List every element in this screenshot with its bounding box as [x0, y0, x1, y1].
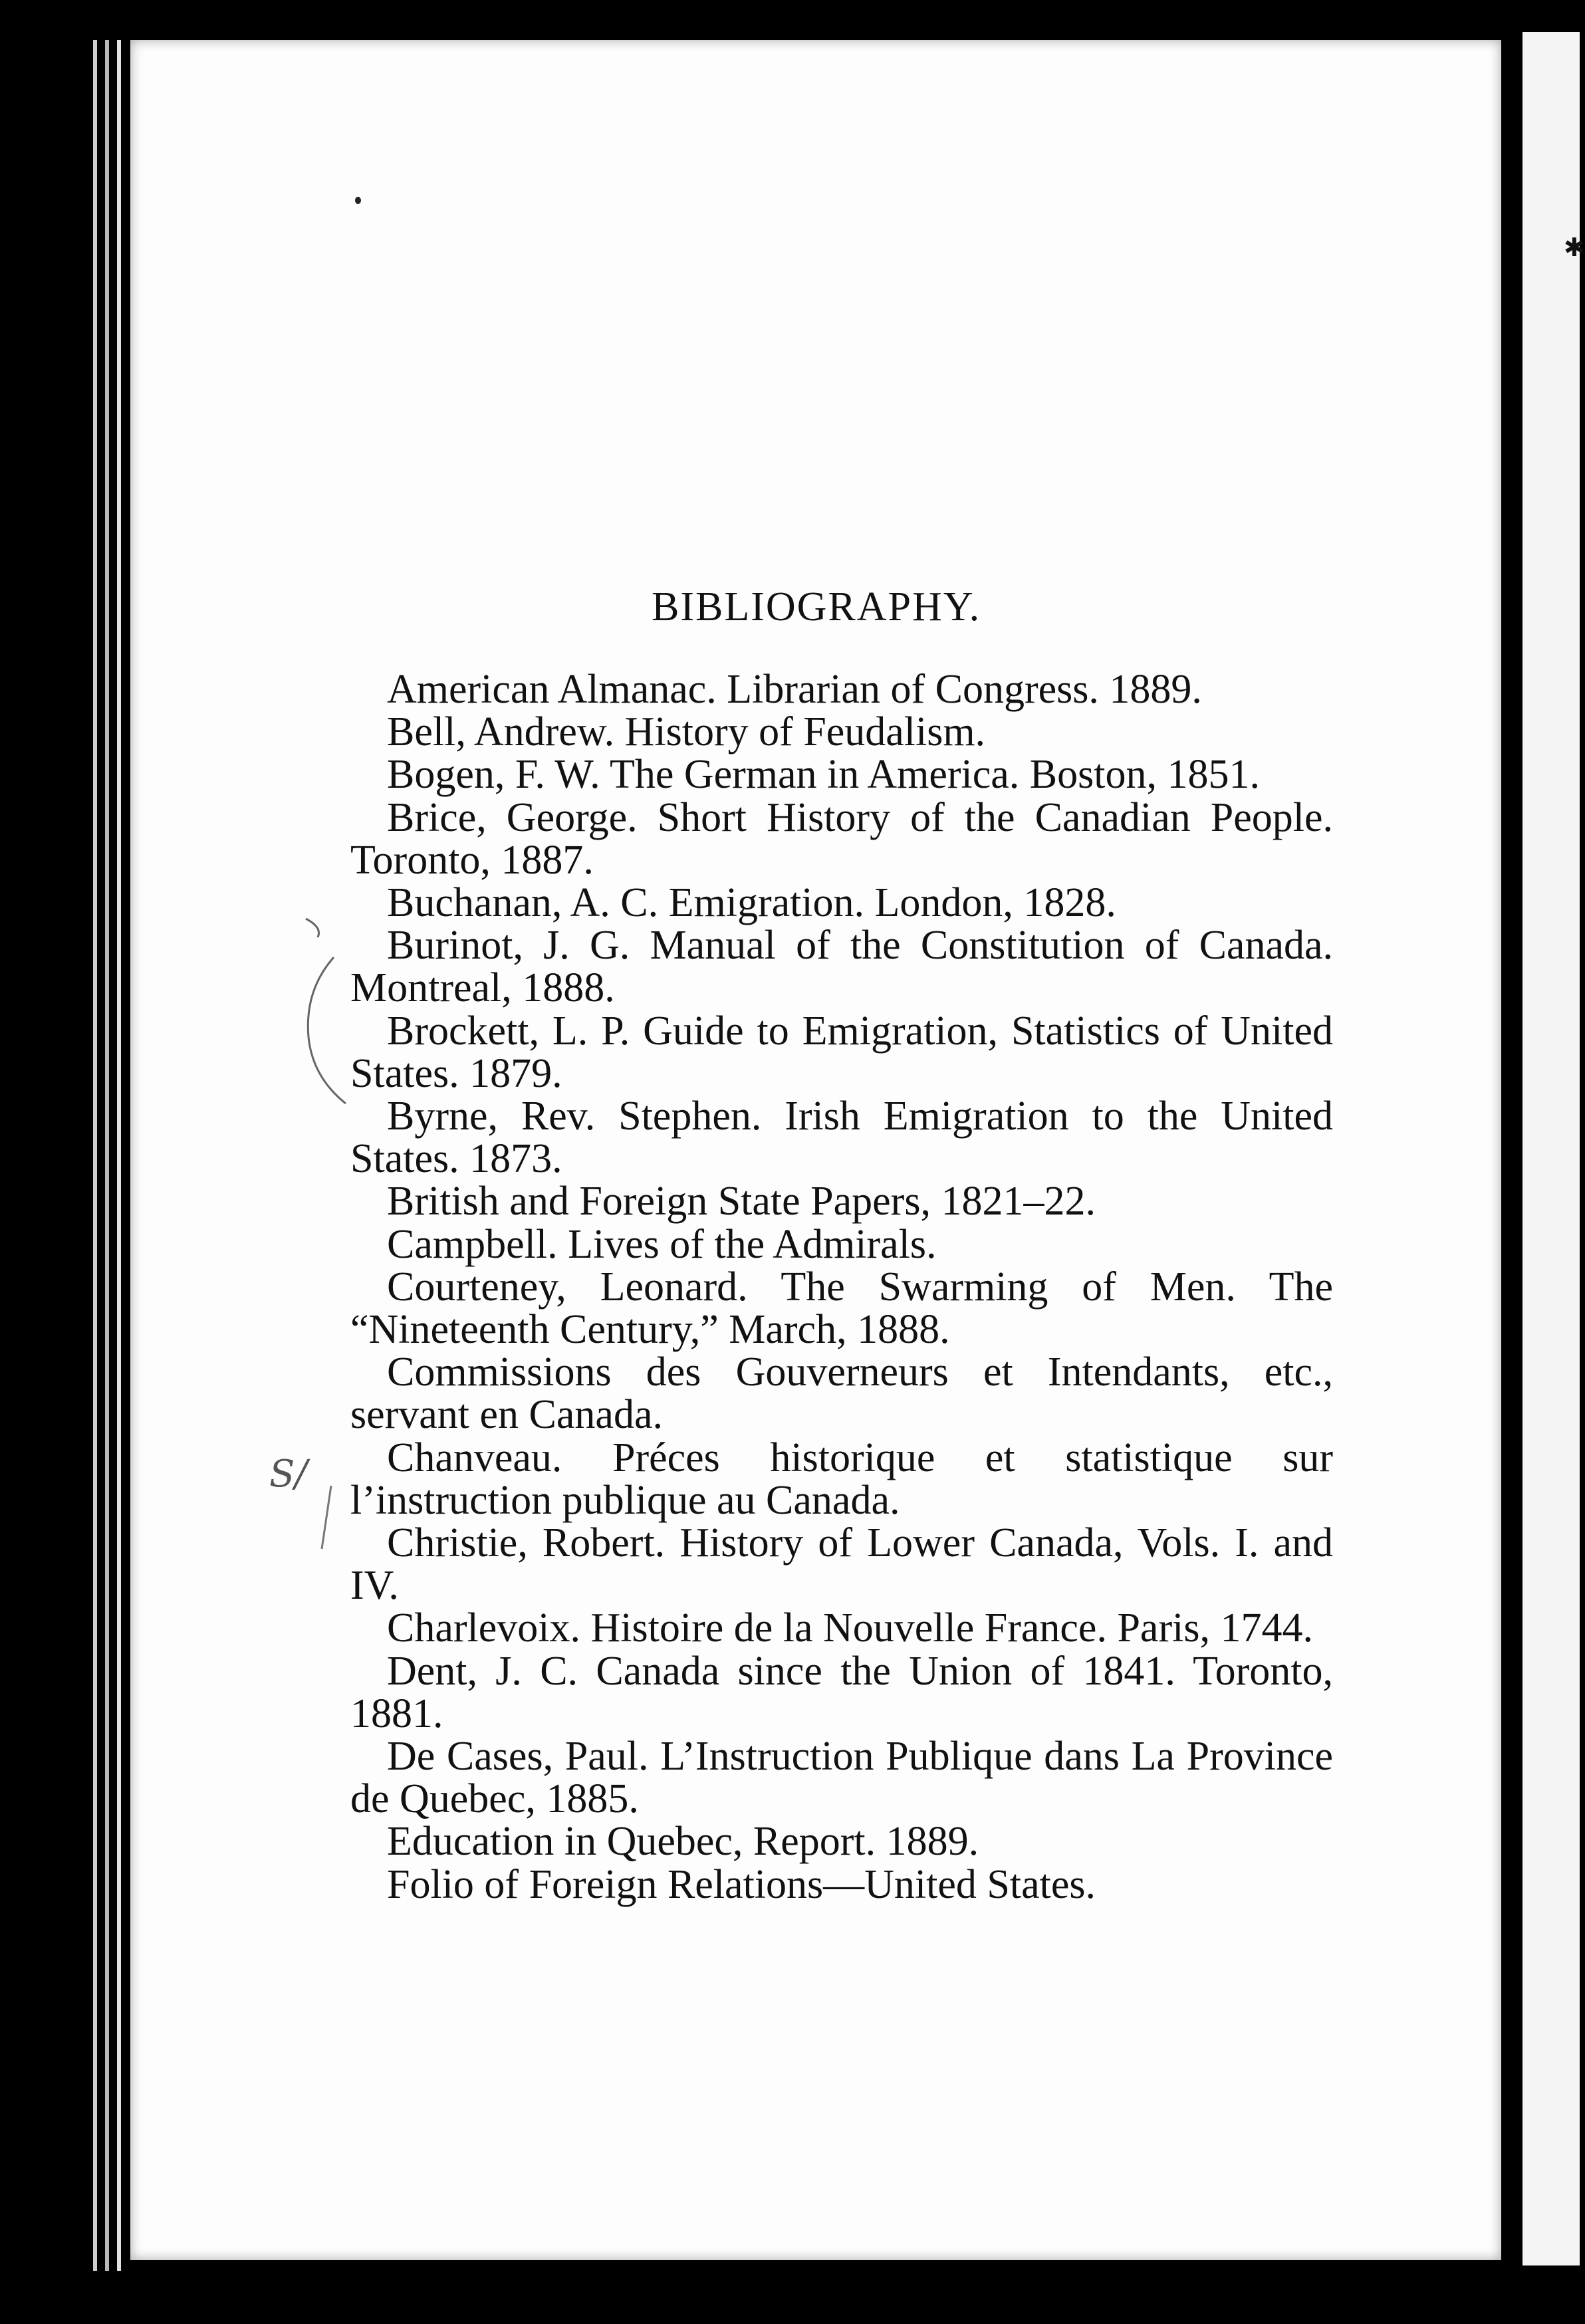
- bibliography-entry: Brice, George. Short History of the Canadian People. Toronto, 1887.: [350, 794, 1333, 883]
- page-edge-strip: [117, 40, 121, 2271]
- bibliography-entry: Folio of Foreign Relations—United States.: [387, 1861, 1096, 1907]
- asterisk-icon: ✱: [1564, 233, 1585, 262]
- page-edge-strip: [93, 40, 97, 2271]
- ink-speck: [355, 197, 361, 204]
- margin-annotation: S/: [269, 1452, 308, 1496]
- bibliography-entry: Education in Quebec, Report. 1889.: [387, 1819, 979, 1865]
- bibliography-entry: Bogen, F. W. The German in America. Boston, 1851.: [387, 752, 1260, 798]
- bibliography-entry: Chanveau. Préces historique et statistique sur l’instruction publique au Canada.: [350, 1435, 1333, 1523]
- bibliography-entry: Buchanan, A. C. Emigration. London, 1828.: [387, 880, 1116, 926]
- page-title: BIBLIOGRAPHY.: [652, 584, 981, 630]
- bibliography-entry: Dent, J. C. Canada since the Union of 1841. Toronto, 1881.: [350, 1648, 1333, 1736]
- bibliography-entry: Bell, Andrew. History of Feudalism.: [387, 709, 986, 755]
- bibliography-entry: Campbell. Lives of the Admirals.: [387, 1221, 937, 1267]
- facing-page-edge: [1523, 32, 1580, 2266]
- bibliography-entry: Byrne, Rev. Stephen. Irish Emigration to the United States. 1873.: [350, 1094, 1333, 1182]
- bibliography-entry: De Cases, Paul. L’Instruction Publique dans La Province de Quebec, 1885.: [350, 1734, 1333, 1822]
- bibliography-entry: Burinot, J. G. Manual of the Constitution of Canada. Montreal, 1888.: [350, 923, 1333, 1011]
- bibliography-entry: British and Foreign State Papers, 1821–22.: [387, 1179, 1096, 1224]
- bibliography-entry: Brockett, L. P. Guide to Emigration, Statistics of United States. 1879.: [350, 1008, 1333, 1096]
- bibliography-entry: Charlevoix. Histoire de la Nouvelle France. Paris, 1744.: [387, 1605, 1313, 1651]
- page-edge-strip: [105, 40, 109, 2271]
- pencil-stroke-mark: [312, 1482, 339, 1556]
- bibliography-entry: Commissions des Gouverneurs et Intendants, etc., servant en Canada.: [350, 1349, 1333, 1438]
- bibliography-list: [350, 668, 1333, 1906]
- pencil-bracket-mark: [293, 911, 352, 1117]
- bibliography-entry: Christie, Robert. History of Lower Canada, Vols. I. and IV.: [350, 1520, 1333, 1609]
- bibliography-entry: American Almanac. Librarian of Congress. 1889.: [387, 667, 1202, 712]
- bibliography-entry: Courteney, Leonard. The Swarming of Men. The “Nineteenth Century,” March, 1888.: [350, 1264, 1333, 1353]
